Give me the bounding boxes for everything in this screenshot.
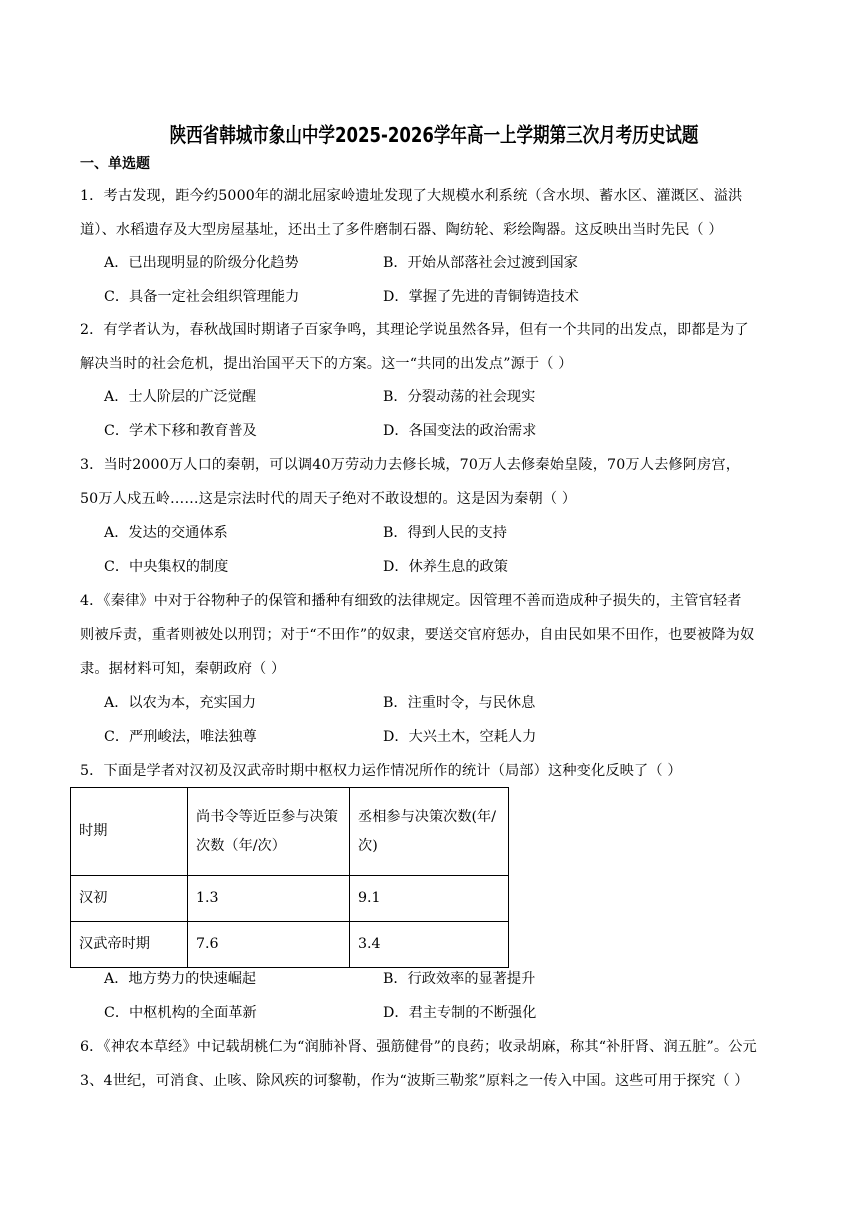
question-4-line-3: 隶。据材料可知，秦朝政府（ ） bbox=[80, 661, 286, 677]
question-3-option-b[interactable]: B．得到人民的支持 bbox=[383, 525, 507, 541]
table-cell: 汉武帝时期 bbox=[71, 922, 188, 968]
section-heading: 一、单选题 bbox=[80, 156, 150, 172]
table-header-cell: 丞相参与决策次数(年/次) bbox=[350, 788, 509, 876]
question-5-option-c[interactable]: C．中枢机构的全面革新 bbox=[104, 1005, 257, 1021]
question-2-option-c[interactable]: C．学术下移和教育普及 bbox=[104, 423, 257, 439]
table-row bbox=[71, 876, 509, 922]
question-2-line-1: 2．有学者认为，春秋战国时期诸子百家争鸣，其理论学说虽然各异，但有一个共同的出发点，即都是为了 bbox=[80, 322, 749, 338]
table-cell: 7.6 bbox=[188, 922, 350, 968]
question-5-option-d[interactable]: D．君主专制的不断强化 bbox=[383, 1005, 537, 1021]
question-1-option-a[interactable]: A．已出现明显的阶级分化趋势 bbox=[104, 255, 299, 271]
question-6-line-2: 3、4世纪，可消食、止咳、除风疾的诃黎勒，作为“波斯三勒浆”原料之一传入中国。这些可用于探究（ ） bbox=[80, 1073, 749, 1089]
question-5-option-a[interactable]: A．地方势力的快速崛起 bbox=[104, 971, 257, 987]
question-1-option-d[interactable]: D．掌握了先进的青铜铸造技术 bbox=[383, 289, 579, 305]
question-3-option-d[interactable]: D．休养生息的政策 bbox=[383, 559, 508, 575]
table-header-cell: 尚书令等近臣参与决策次数（年/次） bbox=[188, 788, 350, 876]
table-cell: 9.1 bbox=[350, 876, 509, 922]
question-5-option-b[interactable]: B．行政效率的显著提升 bbox=[383, 971, 536, 987]
table-header-cell: 时期 bbox=[71, 788, 188, 876]
question-3-line-1: 3．当时2000万人口的秦朝，可以调40万劳动力去修长城，70万人去修秦始皇陵，70万人去修阿房宫， bbox=[80, 457, 741, 473]
table-row bbox=[71, 922, 509, 968]
question-1-line-1: 1．考古发现，距今约5000年的湖北屈家岭遗址发现了大规模水利系统（含水坝、蓄水区、灌溉区、溢洪 bbox=[80, 188, 743, 204]
question-1-option-c[interactable]: C．具备一定社会组织管理能力 bbox=[104, 289, 300, 305]
question-4-line-2: 则被斥责，重者则被处以刑罚；对于“不田作”的奴隶，要送交官府惩办，自由民如果不田作，也要被降为奴 bbox=[80, 627, 755, 643]
table-cell: 1.3 bbox=[188, 876, 350, 922]
question-1-line-2: 道）、水稻遗存及大型房屋基址，还出土了多件磨制石器、陶纺轮、彩绘陶器。这反映出当时先民（ ） bbox=[80, 222, 723, 238]
table-cell: 汉初 bbox=[71, 876, 188, 922]
question-4-line-1: 4．《秦律》中对于谷物种子的保管和播种有细致的法律规定。因管理不善而造成种子损失的，主管官轻者 bbox=[80, 593, 742, 609]
question-2-option-d[interactable]: D．各国变法的政治需求 bbox=[383, 423, 537, 439]
table-cell: 3.4 bbox=[350, 922, 509, 968]
question-2-line-2: 解决当时的社会危机，提出治国平天下的方案。这一“共同的出发点”源于（ ） bbox=[80, 356, 573, 372]
question-3-option-c[interactable]: C．中央集权的制度 bbox=[104, 559, 229, 575]
question-4-option-a[interactable]: A．以农为本，充实国力 bbox=[104, 695, 257, 711]
page-title: 陕西省韩城市象山中学2025-2026学年高一上学期第三次月考历史试题 bbox=[169, 123, 699, 147]
question-6-line-1: 6．《神农本草经》中记载胡桃仁为“润肺补肾、强筋健骨”的良药；收录胡麻，称其“补肝肾、润五脏”。公元 bbox=[80, 1039, 757, 1055]
question-3-line-2: 50万人戍五岭……这是宗法时代的周天子绝对不敢设想的。这是因为秦朝（ ） bbox=[80, 491, 577, 507]
decision-statistics-table bbox=[70, 787, 509, 968]
question-1-option-b[interactable]: B．开始从部落社会过渡到国家 bbox=[383, 255, 578, 271]
question-4-option-c[interactable]: C．严刑峻法，唯法独尊 bbox=[104, 729, 257, 745]
question-4-option-b[interactable]: B．注重时令，与民休息 bbox=[383, 695, 536, 711]
table-header-row bbox=[71, 788, 509, 876]
question-5-line-1: 5．下面是学者对汉初及汉武帝时期中枢权力运作情况所作的统计（局部）这种变化反映了（ ） bbox=[80, 763, 682, 779]
question-2-option-b[interactable]: B．分裂动荡的社会现实 bbox=[383, 389, 536, 405]
question-3-option-a[interactable]: A．发达的交通体系 bbox=[104, 525, 228, 541]
question-2-option-a[interactable]: A．士人阶层的广泛觉醒 bbox=[104, 389, 257, 405]
question-4-option-d[interactable]: D．大兴土木，空耗人力 bbox=[383, 729, 537, 745]
